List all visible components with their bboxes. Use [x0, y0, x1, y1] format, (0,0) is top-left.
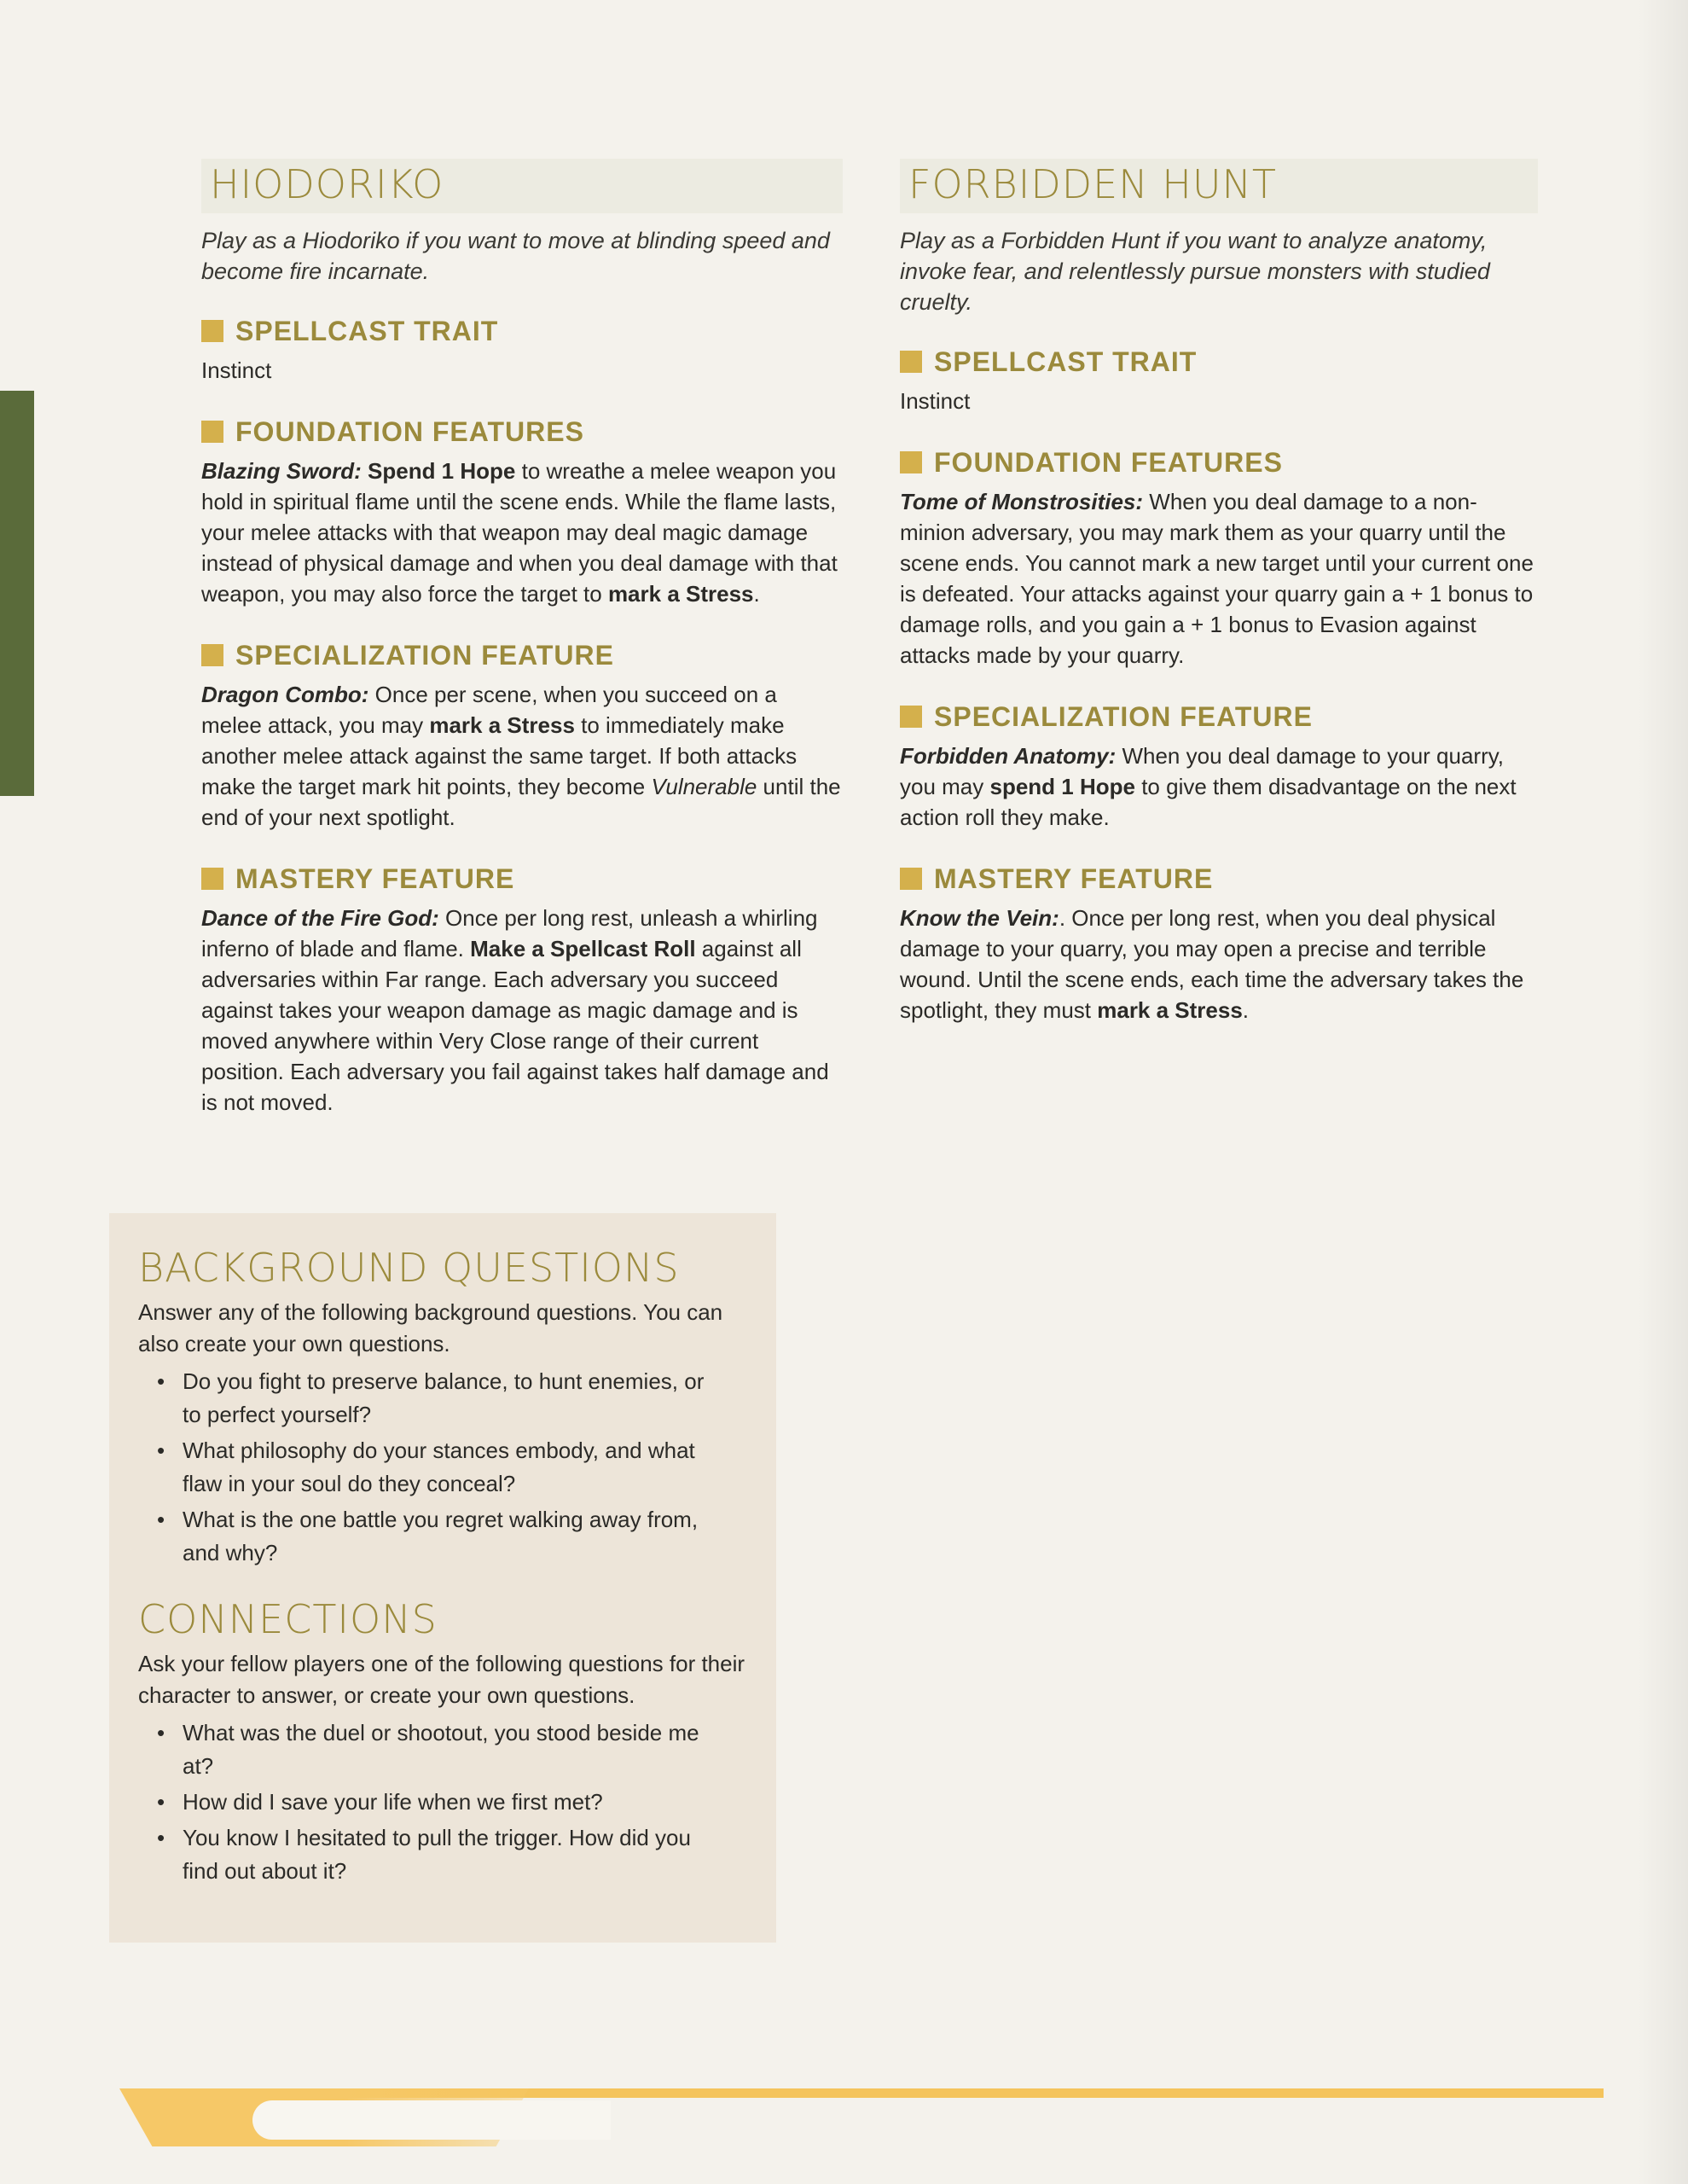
- footer-page-number-pill: [252, 2100, 611, 2140]
- text-run: When you deal damage to your quarry, you may: [900, 743, 1505, 799]
- text-run: [362, 458, 368, 484]
- italic-run: Vulnerable: [651, 774, 757, 799]
- forbidden-hunt-foundation-text: [900, 486, 1538, 671]
- text-run: to give them disadvantage on the next action roll they make.: [900, 774, 1517, 830]
- hiodoriko-intro: Play as a Hiodoriko if you want to move at blinding speed and become fire incarnate.: [201, 228, 830, 284]
- hiodoriko-foundation-text: [201, 456, 843, 609]
- feature-name: Forbidden Anatomy:: [900, 743, 1117, 769]
- text-run: .: [1242, 997, 1250, 1023]
- text-run: . Once per long rest, when you deal physical damage to your quarry, you may open a precise and terrible wound. Until the scene ends, each time the adversary takes the spotlight, they must: [900, 905, 1524, 1023]
- connections-intro: Ask your fellow players one of the following questions for their character to answer, or create your own questions.: [138, 1651, 745, 1708]
- text-run: against all adversaries within Far range. Each adversary you succeed against takes your weapon damage as magic damage and is moved anywhere within Very Close range of their current position. Each adversary you fail against takes half damage and is not moved.: [201, 936, 829, 1115]
- hiodoriko-mastery-heading: [201, 862, 843, 896]
- bold-run: Spend 1 Hope: [368, 458, 516, 484]
- bold-run: Make a Spellcast Roll: [470, 936, 696, 961]
- heading-label: SPELLCAST TRAIT: [235, 316, 499, 346]
- feature-name: Blazing Sword:: [201, 458, 362, 484]
- list-item: • What is the one battle you regret walking away from, and why?: [138, 1503, 711, 1570]
- heading-square-icon: [900, 868, 922, 890]
- feature-name: Tome of Monstrosities:: [900, 489, 1144, 514]
- background-questions-list: [138, 1365, 747, 1570]
- hiodoriko-column: [201, 159, 843, 1147]
- heading-label: FOUNDATION FEATURES: [235, 416, 584, 447]
- heading-square-icon: [201, 644, 223, 666]
- heading-label: SPECIALIZATION FEATURE: [934, 701, 1313, 732]
- heading-label: MASTERY FEATURE: [235, 863, 515, 894]
- hiodoriko-foundation-heading: [201, 415, 843, 449]
- feature-name: Dance of the Fire God:: [201, 905, 439, 931]
- heading-square-icon: [900, 351, 922, 373]
- bold-run: mark a Stress: [429, 712, 575, 738]
- forbidden-hunt-spellcast-heading: [900, 345, 1538, 379]
- heading-square-icon: [201, 421, 223, 443]
- heading-label: FOUNDATION FEATURES: [934, 447, 1283, 478]
- list-item: • What was the duel or shootout, you stood beside me at?: [138, 1716, 711, 1783]
- list-item: • What philosophy do your stances embody, and what flaw in your soul do they conceal?: [138, 1434, 711, 1501]
- feature-name: Know the Vein:: [900, 905, 1059, 931]
- text-run: Once per long rest, unleash a whirling inferno of blade and flame.: [201, 905, 818, 961]
- heading-label: SPELLCAST TRAIT: [934, 346, 1198, 377]
- forbidden-hunt-mastery-text: [900, 903, 1538, 1025]
- forbidden-hunt-title: FORBIDDEN HUNT: [900, 159, 1538, 213]
- forbidden-hunt-mastery-heading: [900, 862, 1538, 896]
- list-item: • Do you fight to preserve balance, to hunt enemies, or to perfect yourself?: [138, 1365, 711, 1432]
- heading-square-icon: [201, 320, 223, 342]
- forbidden-hunt-intro: Play as a Forbidden Hunt if you want to analyze anatomy, invoke fear, and relentlessly pursue monsters with studied cruelty.: [900, 228, 1490, 315]
- text-run: to wreathe a melee weapon you hold in spiritual flame until the scene ends. While the flame lasts, your melee attacks with that weapon may deal magic damage instead of physical damage and when you deal damage with that weapon, you may also force the target to: [201, 458, 838, 607]
- heading-label: SPECIALIZATION FEATURE: [235, 640, 614, 671]
- connections-title: CONNECTIONS: [138, 1596, 438, 1642]
- hiodoriko-spellcast-heading: [201, 314, 843, 348]
- hiodoriko-specialization-text: [201, 679, 843, 833]
- hiodoriko-mastery-text: [201, 903, 843, 1118]
- heading-square-icon: [900, 706, 922, 728]
- forbidden-hunt-specialization-heading: [900, 700, 1538, 734]
- hiodoriko-spellcast-value: Instinct: [201, 357, 272, 383]
- forbidden-hunt-column: [900, 159, 1538, 1054]
- chapter-side-tab: [0, 391, 34, 796]
- bold-run: spend 1 Hope: [989, 774, 1135, 799]
- connections-list: [138, 1716, 747, 1888]
- hiodoriko-title: HIODORIKO: [201, 159, 843, 213]
- text-run: Once per scene, when you succeed on a melee attack, you may: [201, 682, 777, 738]
- text-run: .: [753, 581, 760, 607]
- bold-run: mark a Stress: [1097, 997, 1243, 1023]
- background-questions-intro: Answer any of the following background questions. You can also create your own questions.: [138, 1299, 723, 1356]
- text-run: to immediately make another melee attack against the same target. If both attacks make the target mark hit points, they become: [201, 712, 798, 799]
- background-questions-title: BACKGROUND QUESTIONS: [138, 1245, 680, 1291]
- text-run: until the end of your next spotlight.: [201, 774, 841, 830]
- list-item: • How did I save your life when we first met?: [138, 1786, 711, 1819]
- bold-run: mark a Stress: [607, 581, 754, 607]
- forbidden-hunt-spellcast-value: Instinct: [900, 388, 971, 414]
- heading-square-icon: [201, 868, 223, 890]
- page-edge-shade: [1637, 0, 1688, 2184]
- list-item: • You know I hesitated to pull the trigger. How did you find out about it?: [138, 1821, 711, 1888]
- hiodoriko-specialization-heading: [201, 638, 843, 672]
- background-connections-box: [109, 1213, 776, 1943]
- heading-label: MASTERY FEATURE: [934, 863, 1214, 894]
- text-run: When you deal damage to a non-minion adversary, you may mark them as your quarry until the scene ends. You cannot mark a new target until your current one is defeated. Your attacks against your quarry gain a + 1 bonus to damage rolls, and you gain a + 1 bonus to Evasion against attacks made by your quarry.: [900, 489, 1534, 668]
- feature-name: Dragon Combo:: [201, 682, 369, 707]
- heading-square-icon: [900, 451, 922, 473]
- forbidden-hunt-specialization-text: [900, 741, 1538, 833]
- forbidden-hunt-foundation-heading: [900, 445, 1538, 479]
